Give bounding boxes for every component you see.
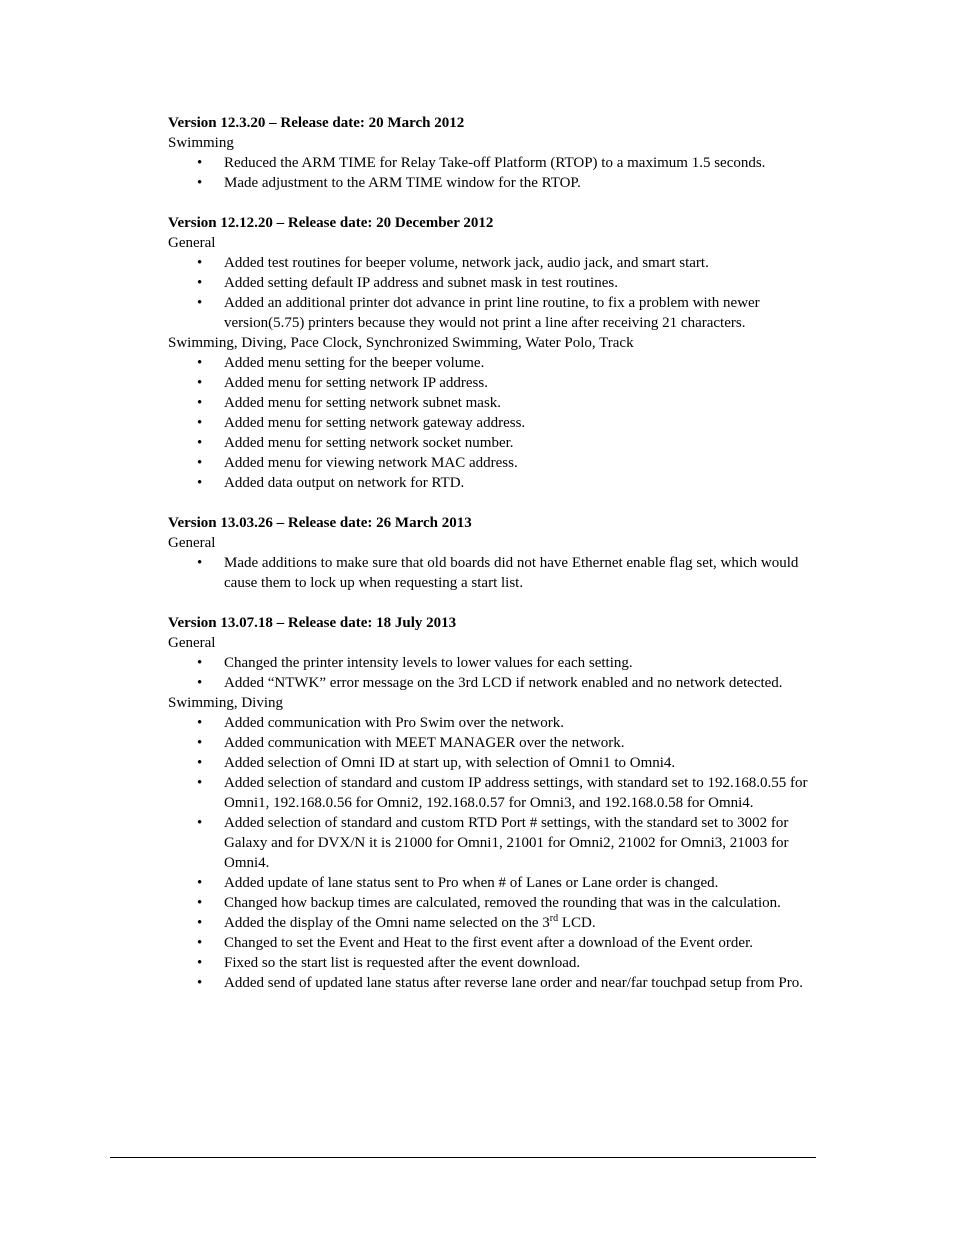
list-item: • Changed the printer intensity levels to lower values for each setting. [168, 653, 808, 673]
list-item: • Made adjustment to the ARM TIME window for the RTOP. [168, 173, 808, 193]
bullet-list [168, 253, 808, 333]
version-heading: Version 13.03.26 – Release date: 26 March 2013 [168, 515, 472, 531]
list-item: • Added send of updated lane status after reverse lane order and near/far touchpad setup from Pro. [168, 973, 808, 993]
list-item: • Added menu for setting network subnet mask. [168, 393, 808, 413]
list-item: • Added the display of the Omni name selected on the 3rd LCD. [168, 913, 808, 933]
list-item: • Made additions to make sure that old boards did not have Ethernet enable flag set, which would cause them to lock up when requesting a start list. [168, 553, 808, 593]
version-heading: Version 12.12.20 – Release date: 20 December 2012 [168, 215, 494, 231]
list-item: • Added menu for setting network socket number. [168, 433, 808, 453]
category-label: General [168, 235, 216, 251]
list-item: • Added an additional printer dot advance in print line routine, to fix a problem with newer version(5.75) printers because they would not print a line after receiving 21 characters. [168, 293, 808, 333]
footer-rule [110, 1157, 816, 1158]
bullet-list [168, 713, 808, 993]
list-item: • Added data output on network for RTD. [168, 473, 808, 493]
list-item: • Added test routines for beeper volume, network jack, audio jack, and smart start. [168, 253, 808, 273]
bullet-list [168, 153, 808, 193]
list-item: • Added menu for setting network IP address. [168, 373, 808, 393]
version-heading: Version 12.3.20 – Release date: 20 March 2012 [168, 115, 465, 131]
version-heading: Version 13.07.18 – Release date: 18 July 2013 [168, 615, 457, 631]
bullet-list [168, 353, 808, 493]
list-item: • Added menu for setting network gateway address. [168, 413, 808, 433]
list-item: • Added setting default IP address and subnet mask in test routines. [168, 273, 808, 293]
bullet-list [168, 553, 808, 593]
category-label: Swimming [168, 135, 234, 151]
category-label: Swimming, Diving, Pace Clock, Synchronized Swimming, Water Polo, Track [168, 335, 634, 351]
version-section [168, 113, 808, 193]
list-item: • Reduced the ARM TIME for Relay Take-off Platform (RTOP) to a maximum 1.5 seconds. [168, 153, 808, 173]
list-item: • Added menu for viewing network MAC address. [168, 453, 808, 473]
version-section [168, 613, 808, 993]
list-item: • Fixed so the start list is requested after the event download. [168, 953, 808, 973]
list-item: • Added “NTWK” error message on the 3rd LCD if network enabled and no network detected. [168, 673, 808, 693]
list-item: • Added menu setting for the beeper volume. [168, 353, 808, 373]
bullet-list [168, 653, 808, 693]
release-notes [168, 113, 808, 1013]
category-label: General [168, 535, 216, 551]
list-item: • Added communication with Pro Swim over the network. [168, 713, 808, 733]
list-item: • Changed how backup times are calculated, removed the rounding that was in the calculation. [168, 893, 808, 913]
list-item: • Added selection of Omni ID at start up, with selection of Omni1 to Omni4. [168, 753, 808, 773]
version-section [168, 513, 808, 593]
list-item: • Added selection of standard and custom IP address settings, with standard set to 192.168.0.55 for Omni1, 192.168.0.56 for Omni2, 192.168.0.57 for Omni3, and 192.168.0.58 for Omni4. [168, 773, 808, 813]
category-label: Swimming, Diving [168, 695, 284, 711]
list-item: • Added update of lane status sent to Pro when # of Lanes or Lane order is changed. [168, 873, 808, 893]
version-section [168, 213, 808, 493]
list-item: • Added selection of standard and custom RTD Port # settings, with the standard set to 3002 for Galaxy and for DVX/N it is 21000 for Omni1, 21001 for Omni2, 21002 for Omni3, 21003 for Omni4. [168, 813, 808, 873]
list-item: • Changed to set the Event and Heat to the first event after a download of the Event order. [168, 933, 808, 953]
list-item: • Added communication with MEET MANAGER over the network. [168, 733, 808, 753]
category-label: General [168, 635, 216, 651]
